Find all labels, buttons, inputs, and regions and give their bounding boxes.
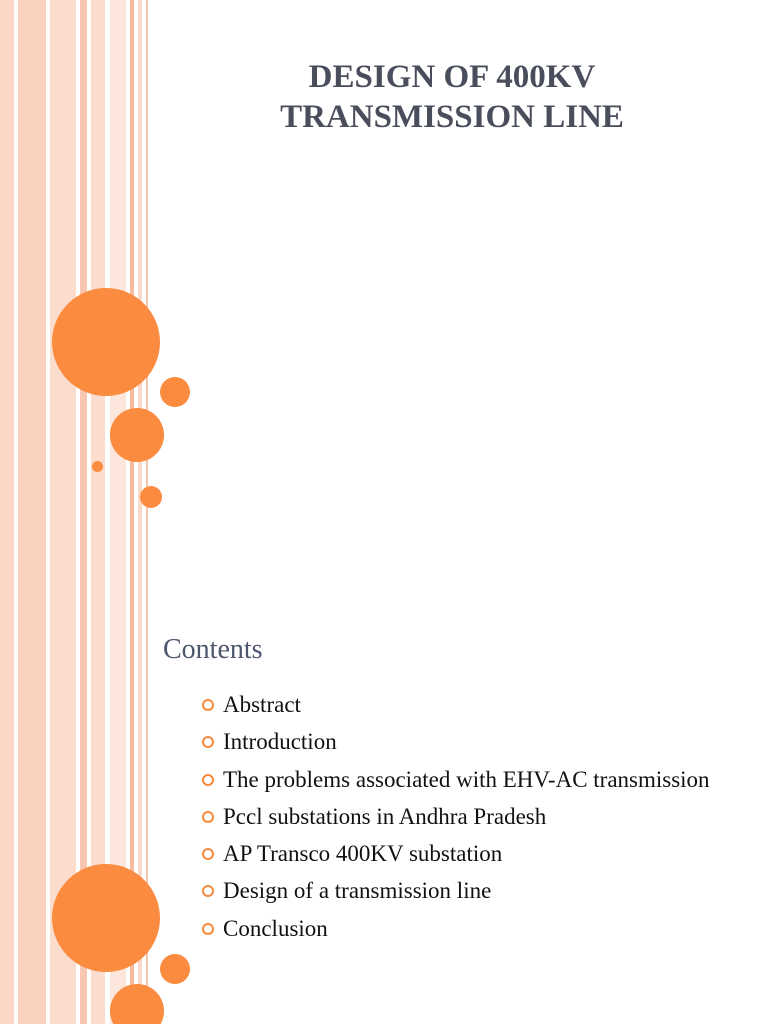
list-item — [200, 800, 710, 837]
circle-bullet-icon — [202, 848, 214, 860]
slide-title — [180, 57, 724, 137]
contents-heading: Contents — [163, 634, 263, 665]
list-item-label: Introduction — [223, 729, 337, 755]
decorative-circle-tiny — [92, 461, 103, 472]
contents-list — [200, 688, 710, 949]
stripe — [146, 0, 148, 1024]
decorative-circle-small — [140, 486, 162, 508]
decorative-circle-medium — [110, 408, 164, 462]
stripe — [50, 0, 76, 1024]
circle-bullet-icon — [202, 736, 214, 748]
title-line-2: TRANSMISSION LINE — [280, 99, 624, 135]
decorative-circle-large — [52, 864, 160, 972]
decorative-circle-large — [52, 288, 160, 396]
stripe — [0, 0, 14, 1024]
list-item — [200, 874, 710, 911]
list-item-label: Pccl substations in Andhra Pradesh — [223, 803, 547, 829]
decorative-circle-medium — [110, 984, 164, 1024]
list-item — [200, 763, 710, 800]
list-item-label: Abstract — [223, 692, 301, 717]
title-line-1: DESIGN OF 400KV — [308, 59, 596, 95]
list-item-label: Design of a transmission line — [223, 878, 492, 904]
list-item-label: AP Transco 400KV substation — [223, 841, 503, 867]
decorative-circle-small — [160, 377, 190, 407]
stripe — [18, 0, 46, 1024]
list-item — [200, 837, 710, 874]
stripe — [138, 0, 142, 1024]
circle-bullet-icon — [202, 885, 214, 897]
list-item-label: Conclusion — [223, 915, 328, 941]
list-item — [200, 688, 710, 725]
circle-bullet-icon — [202, 923, 214, 935]
circle-bullet-icon — [202, 811, 214, 823]
list-item — [200, 725, 710, 762]
circle-bullet-icon — [202, 699, 214, 711]
list-item-label: The problems associated with EHV-AC transmission — [223, 766, 710, 792]
decorative-circle-small — [160, 954, 190, 984]
list-item — [200, 912, 710, 949]
circle-bullet-icon — [202, 774, 214, 786]
